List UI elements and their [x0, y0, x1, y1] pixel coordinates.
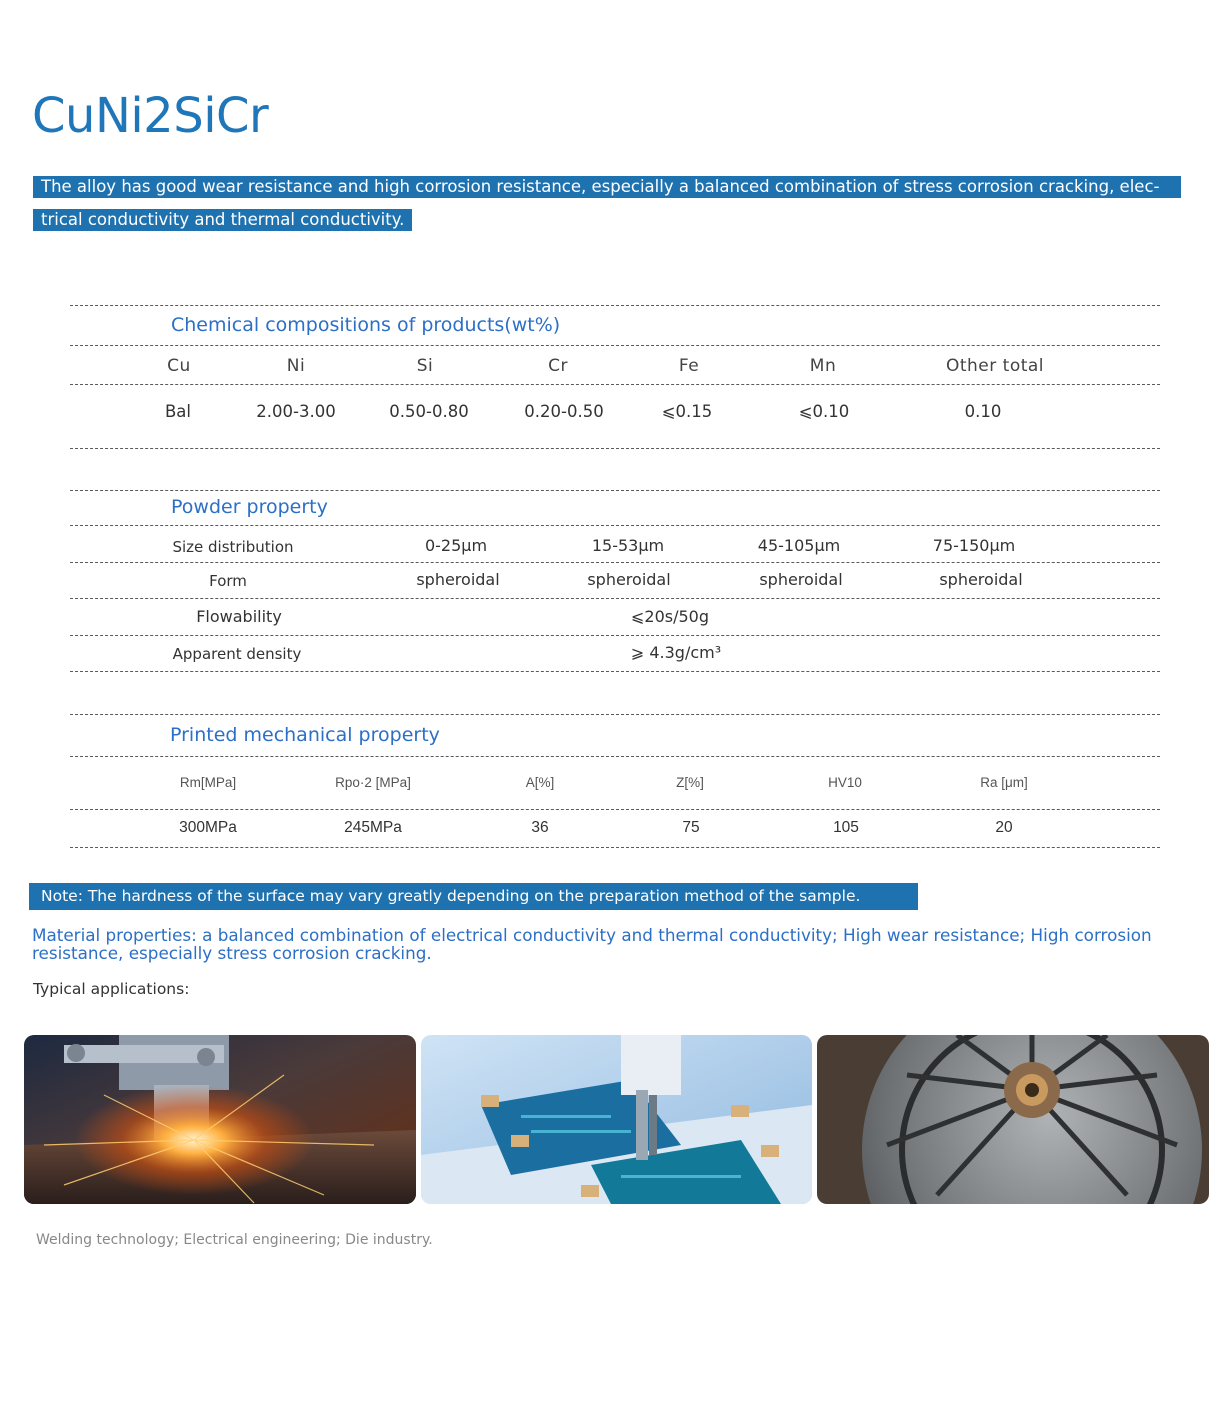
form-label: Form — [209, 572, 247, 590]
mech-value-z: 75 — [682, 819, 700, 836]
divider — [70, 598, 1160, 599]
die-industry-photo — [817, 1035, 1209, 1204]
mech-header-hv10: HV10 — [828, 775, 862, 790]
size-value: 45-105μm — [757, 536, 841, 555]
divider — [70, 635, 1160, 636]
form-value: spheroidal — [759, 570, 843, 589]
electronics-photo — [421, 1035, 812, 1204]
divider — [70, 847, 1160, 848]
divider — [70, 809, 1160, 810]
divider — [70, 448, 1160, 449]
chem-header-si: Si — [416, 356, 434, 376]
divider — [70, 714, 1160, 715]
chem-value-si: 0.50-0.80 — [389, 402, 469, 421]
chem-header-mn: Mn — [809, 356, 837, 376]
page-title: CuNi2SiCr — [32, 88, 269, 144]
divider — [70, 525, 1160, 526]
chemical-section-title: Chemical compositions of products(wt%) — [171, 314, 561, 336]
note-banner: Note: The hardness of the surface may vary greatly depending on the preparation method of the sample. — [29, 883, 918, 910]
mech-header-a: A[%] — [525, 775, 555, 790]
chem-header-ni: Ni — [286, 356, 306, 376]
chem-value-ni: 2.00-3.00 — [256, 402, 336, 421]
divider — [70, 756, 1160, 757]
size-distribution-label: Size distribution — [172, 538, 294, 556]
mech-header-rpo: Rpo·2 [MPa] — [335, 775, 411, 790]
size-value: 15-53μm — [591, 536, 665, 555]
welding-photo — [24, 1035, 416, 1204]
mech-value-hv10: 105 — [833, 819, 859, 836]
form-value: spheroidal — [587, 570, 671, 589]
mech-value-rpo: 245MPa — [344, 819, 402, 836]
apparent-density-label: Apparent density — [172, 645, 302, 663]
chem-header-fe: Fe — [678, 356, 700, 376]
chem-header-cr: Cr — [548, 356, 568, 376]
mech-header-z: Z[%] — [676, 775, 704, 790]
mech-value-rm: 300MPa — [179, 819, 237, 836]
size-value: 0-25μm — [424, 536, 488, 555]
intro-text-line-1: The alloy has good wear resistance and high corrosion resistance, especially a balanced combination of stress corrosion cracking, elec- — [33, 176, 1181, 198]
mech-value-ra: 20 — [995, 819, 1013, 836]
mech-header-rm: Rm[MPa] — [179, 775, 237, 790]
chem-header-other: Other total — [945, 356, 1045, 376]
intro-text-line-2: trical conductivity and thermal conductivity. — [33, 209, 412, 231]
mech-value-a: 36 — [531, 819, 549, 836]
divider — [70, 671, 1160, 672]
mech-header-ra: Ra [μm] — [980, 775, 1028, 790]
typical-applications-label: Typical applications: — [33, 980, 190, 998]
apparent-density-value: ⩾ 4.3g/cm³ — [630, 643, 722, 662]
divider — [70, 384, 1160, 385]
chem-value-other: 0.10 — [964, 402, 1002, 421]
divider — [70, 345, 1160, 346]
divider — [70, 305, 1160, 306]
applications-text: Welding technology; Electrical engineering; Die industry. — [36, 1232, 433, 1248]
chem-value-cu: Bal — [164, 402, 192, 421]
chem-value-cr: 0.20-0.50 — [524, 402, 604, 421]
form-value: spheroidal — [416, 570, 500, 589]
form-value: spheroidal — [939, 570, 1023, 589]
chem-value-mn: ⩽0.10 — [798, 402, 850, 421]
powder-section-title: Powder property — [171, 496, 328, 518]
divider — [70, 490, 1160, 491]
mechanical-section-title: Printed mechanical property — [170, 724, 440, 746]
material-properties-text: Material properties: a balanced combination of electrical conductivity and thermal conductivity; High wear resistance; High corrosion resistance, especially stress corrosion cracking. — [32, 925, 1152, 963]
divider — [70, 562, 1160, 563]
chem-value-fe: ⩽0.15 — [661, 402, 713, 421]
size-value: 75-150μm — [932, 536, 1016, 555]
chem-header-cu: Cu — [167, 356, 191, 376]
flowability-label: Flowability — [196, 607, 282, 626]
flowability-value: ⩽20s/50g — [630, 607, 710, 626]
